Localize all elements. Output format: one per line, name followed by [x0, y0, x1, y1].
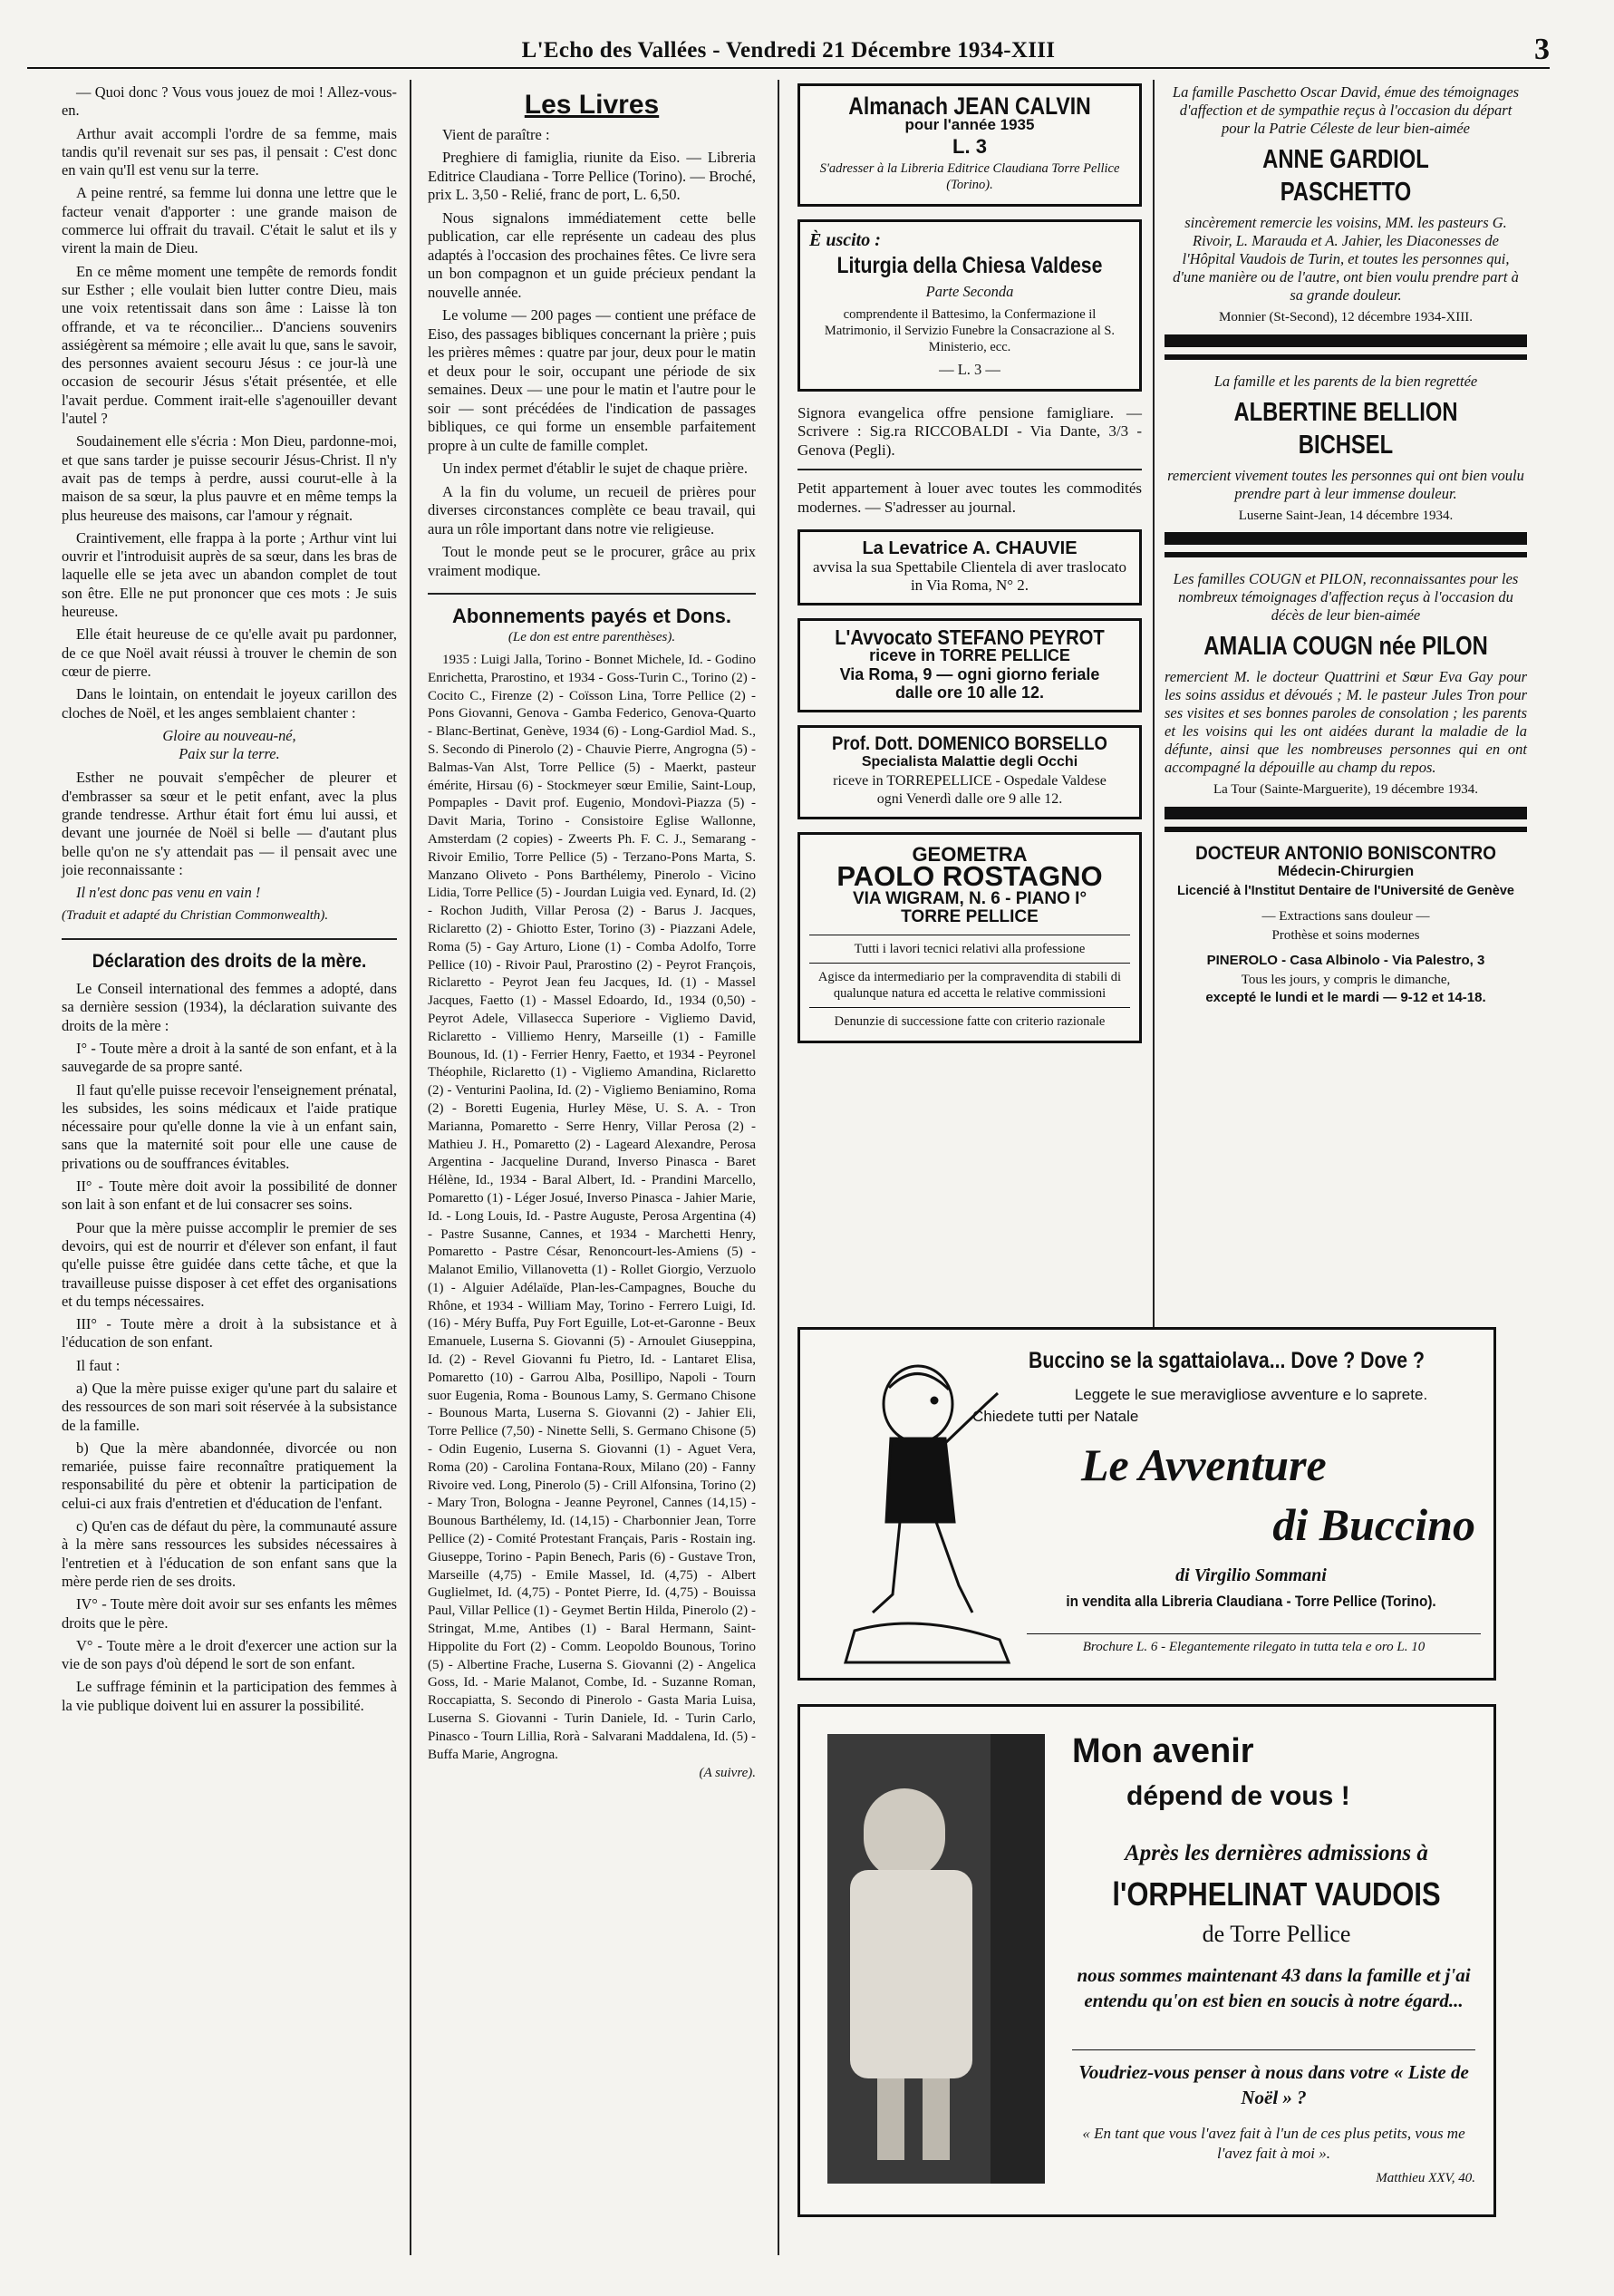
buccino-title-1: Le Avventure — [1081, 1439, 1327, 1490]
column-3 — [797, 83, 1142, 1056]
poem: Gloire au nouveau-né, Paix sur la terre. — [162, 726, 296, 763]
story-paragraph: Esther ne pouvait s'empêcher de pleurer et d'embrasser sa sœur et le petit enfant, avec la plus grande tendresse. Arthur était fort ému lui aussi, et devant une journée de Noël si belle — d'autant plus belle qu'on ne s'y attendait pas — il pensait avec une joie reconnaissante : — [62, 769, 397, 878]
paragraph: Tout le monde peut se le procurer, grâce au prix vraiment modique. — [428, 543, 756, 579]
paragraph: Craintivement, elle frappa à la porte ; Arthur vint lui ouvrir et l'introduisit auprès de sa sœur, dans les bras de laquelle elle se jeta avec un abandon complet de tout son être. Elle ne put prononcer que ces mots : Je suis heureuse. — [62, 528, 397, 621]
section-separator — [428, 593, 756, 595]
black-band — [1165, 334, 1527, 347]
subscriptions-title: Abonnements payés et Dons. — [451, 605, 732, 627]
paragraph: II° - Toute mère doit avoir la possibilité de donner son lait à son enfant et de lui consacrer ses soins. — [62, 1177, 397, 1214]
paragraph: A la fin du volume, un recueil de prières pour diverses circonstances complète ce beau travail, qui aura un rôle important dans notre vie religieuse. — [428, 482, 756, 538]
column-rule — [778, 80, 779, 2255]
column-rule — [410, 80, 411, 2255]
paragraph: IV° - Toute mère doit avoir sur ses enfants les mêmes droits que le père. — [62, 1595, 397, 1632]
ad-almanach-calvin: Almanach JEAN CALVIN pour l'année 1935 L. 3 S'adresser à la Libreria Editrice Claudiana Torre Pellice (Torino). — [797, 83, 1142, 207]
paragraph: Le volume — 200 pages — contient une préface de Eiso, des passages bibliques concernant la prière ; puis les prières mêmes : quatre par jour, deux pour le matin et deux pour le soir, occupant une période de six semaines. Deux — une pour le matin et l'autre pour le soir — sont précédées de l'indication de passages bibliques, ce qui forme un ensemble parfaitement propre à un culte de famille complet. — [428, 306, 756, 454]
child-photo — [827, 1734, 1045, 2184]
page-number: 3 — [1534, 33, 1550, 66]
paragraph: Arthur avait accompli l'ordre de sa femme, mais tandis qu'il revenait sur ses pas, il pensait : C'est donc en vain qu'Il est venu sur la terre. — [62, 124, 397, 179]
paragraph: Nous signalons immédiatement cette belle publication, car elle représente un cadeau des plus adaptés à l'occasion des prochaines fêtes. Ce livre sera un bon compagnon et un guide précieux pendant la nouvelle année. — [428, 208, 756, 301]
ad-avvocato: L'Avvocato STEFANO PEYROT riceve in TORRE PELLICE Via Roma, 9 — ogni giorno feriale dalle ore 10 alle 12. — [797, 618, 1142, 712]
paragraph: V° - Toute mère a le droit d'exercer une action sur la vie de son pays d'où dépend le sort de son enfant. — [62, 1636, 397, 1673]
books-review — [428, 126, 756, 581]
ad-geometra: GEOMETRA PAOLO ROSTAGNO VIA WIGRAM, N. 6 - PIANO I° TORRE PELLICE Tutti i lavori tecnici relativi alla professione Agisce da intermediario per la compravendita di stabili di qualunque natura ed accetta le relative commissioni Denunzie di successione fatte con criterio razionale — [797, 832, 1142, 1043]
paragraph: A peine rentré, sa femme lui donna une lettre que le facteur venait d'apporter : une grande maison de commerce lui offrait du travail. C'était le salut et ils y virent la main de Dieu. — [62, 184, 397, 257]
declaration-body — [62, 980, 397, 1715]
masthead — [27, 27, 1550, 69]
section-separator — [797, 469, 1142, 470]
column-rule — [1153, 80, 1155, 1331]
column-2 — [428, 83, 756, 1783]
section-separator — [62, 938, 397, 940]
deceased-name: ANNE GARDIOL PASCHETTO — [1262, 145, 1429, 207]
books-section-title: Les Livres — [524, 90, 660, 120]
notice-bellion: La famille et les parents de la bien regrettée ALBERTINE BELLION BICHSEL remercient vivement toutes les personnes qui ont bien voulu prendre part à leur immense douleur. Luserne Saint-Jean, 14 décembre 1934. — [1167, 372, 1524, 523]
black-band — [1165, 354, 1527, 360]
paragraph: Un index permet d'établir le sujet de chaque prière. — [442, 460, 748, 477]
black-band — [1165, 827, 1527, 832]
story-paragraph: Il n'est donc pas venu en vain ! — [76, 884, 261, 902]
ad-appartement: Petit appartement à louer avec toutes les commodités modernes. — S'adresser au journal. — [797, 480, 1142, 516]
buccino-title-2: di Buccino — [1272, 1499, 1475, 1550]
deceased-name: ALBERTINE BELLION BICHSEL — [1233, 397, 1458, 460]
subscriptions-subtitle: (Le don est entre parenthèses). — [507, 629, 676, 644]
paragraph: Le Conseil international des femmes a adopté, dans sa dernière session (1934), la déclaration suivante des droits de la mère : — [62, 980, 397, 1034]
subscriptions-list: 1935 : Luigi Jalla, Torino - Bonnet Michele, Id. - Godino Enrichetta, Prarostino, et 1934 - Goss-Turin C., Torino (2) - Cocito C., Firenze (2) - Coïsson Lina, Torre Pellice (2) - Pons Giovanni, Genova - Gamba Federico, Genova-Quarto - Blanc-Bertinat, Genève, 1934 (6) - Long-Gardiol Mad. S., S. Secondo di Pinerolo (2) - Chauvie Pierre, Angrogna (5) - Balmas-Van Alst, Torre Pellice (5) - Maerkt, pasteur émérite, Hirsau (6) - Stockmeyer sœur Emilie, Saint-Loup, Pompaples - Davit prof. Eugenio, Mondovì-Piazza (5) - Davit Maria, Torino - Consistoire Eglise Wallonne, Amsterdam (2 copies) - Zweerts Ph. F. C. J., Semarang - Rivoir Emilio, Torre Pellice (5) - Terzano-Pons Marta, S. Manzano Oliveto - Pons Barthélemy, Pinerolo - Vicino Lidia, Torre Pellice (5) - Jourdan Luigia ved. Eynard, Id. (2) - Rochon Judith, Villar Perosa (2) - Barus J. Jacques, Riclaretto (2) - Ghiotto Ester, Torino (3) - Piazzani Adele, Roma (5) - Gay Arturo, Lione (1) - Comba Adolfo, Torre Pellice (10) - Rivoir Paul, Prarostino (2) - Peyrot François, Riclaretto - Peyrot Jean feu Jacques, Id. (1) - Massel Jacques, Faetto (1) - Massel Edoardo, Id., 1934 (0,50) - Peyrot Adele, Villasecca Superiore - Vigliemo David, Riclaretto - Villiemo Henry, Marseille (1) - Famille Bounous, Id. (1) - Ferrier Henry, Faetto, et 1934 - Peyronel Théophile, Riclaretto (1) - Vigliemo Amandina, Riclaretto (2) - Venturini Paolina, Id. (2) - Vigliemo Beniamino, Roma (2) - Boretti Eugenia, Hurley Mëse, U. S. A. - Tron Marianna, Pomaretto - Serre Henry, Villar Perosa (2) - Mathieu J. H., Pomaretto (2) - Lageard Alexandre, Perosa Argentina - Jacqueline Durand, Inverso Pinasca - Baret Hélène, Id., 1934 - Baral Albert, Id. - Prandini Marcello, Pomaretto (1) - Léger Josué, Inverso Pinasca - Jahier Marie, Id. - Long Louis, Id. - Pastre Auguste, Perosa Argentina (4) - Pastre Susanne, Cannes, et 1934 - Marchetti Henry, Pomaretto - Pastre César, Renoncourt-les-Amiens (5) - Malanot Emilio, Villanovetta (1) - Rollet Giorgio, Verzuolo (1) - Alguier Adélaïde, Plan-les-Campagnes, Bouche du Rhône, et 1934 - William May, Torino - Ferrero Luigi, Id. (16) - Méry Buffa, Puy Fort Eguille, Lot-et-Garonne - Beux Emanuele, Luserna S. Giovanni (5) - Arnoulet Giuseppina, Id. (2) - Revel Giovanni fu Pietro, Id. - Lantaret Elisa, Pomaretto (10) - Garrou Alba, Posillipo, Napoli - Tourn suor Eugenia, Roma - Bounous Lamy, S. Germano Chisone - Bounous Marta, Luserna S. Giovanni (2) - Jahier Eli, Torre Pellice (7,50) - Ninette Selli, S. Germano Chisone (5) - Odin Eugenio, Luserna S. Giovanni (1) - Aguet Vera, Roma (20) - Carolina Fontana-Roux, Milano (20) - Fanny Rivoire ved. Long, Pinerolo (5) - Crill Alfonsina, Torino (2) - Mary Tron, Bologna - Jeanne Peyronel, Cannes (14,15) - Bounous Barthélemy, Id. (14,15) - Charbonnier Jean, Torre Pellice (2) - Comité Protestant Français, Paris - Rostain ing. Giuseppe, Torino - Papin Benech, Paris (6) - Gustave Tron, Marseille (4,75) - Emile Massel, Id. (4,75) - Albert Guglielmet, Id. (4,75) - Pontet Pierre, Id. (4,75) - Bouissa Paul, Villar Pellice (1) - Geymet Bertin Hilda, Pinerolo (2) - Stringat, M.me, Antibes (1) - Baral Hermann, Saint-Hippolite du Fort (2) - Comm. Leopoldo Bounous, Torino (5) - Albertine Frache, Luserna S. Giovanni (2) - Angelica Goss, Id. - Marie Malanot, Combe, Id. - Suzanne Roman, Roccapiatta, S. Secondo di Pinerolo - Gasta Maria Luisa, Luserna S. Giovanni - Turin Daniele, Id. - Turin Carlo, Pinasco - Tourn Lillia, Rorà - Salvarani Maddalena, Id. (5) - Buffa Marie, Angrogna. — [428, 653, 756, 1762]
column-4 — [1165, 83, 1527, 1015]
ad-pensione: Signora evangelica offre pensione famigliare. — Scrivere : Sig.ra RICCOBALDI - Via Dante, 3/3 - Genova (Pegli). — [797, 403, 1142, 459]
christmas-story — [62, 83, 397, 722]
story-credit: (Traduit et adapté du Christian Commonwealth). — [62, 908, 329, 924]
paragraph: Il faut qu'elle puisse recevoir l'enseignement prénatal, les subsides, les soins médicaux et l'aide pratique nécessaire pour qu'elle donne la vie à un enfant sain, sans que la maternité soit pour elle une cause de privations ou de souffrances évitables. — [62, 1080, 397, 1172]
paragraph: Le suffrage féminin et la participation des femmes à la vie publique doivent lui en assurer la possibilité. — [62, 1678, 397, 1714]
ad-docteur-boniscontro: DOCTEUR ANTONIO BONISCONTRO Médecin-Chirurgien Licencié à l'Institut Dentaire de l'Université de Genève — Extractions sans douleur — Prothèse et soins modernes PINEROLO - Casa Albinolo - Via Palestro, 3 Tous les jours, y compris le dimanche, excepté le lundi et le mardi — 9-12 et 14-18. — [1177, 842, 1514, 1005]
column-1 — [62, 83, 397, 1720]
ad-buccino: Buccino se la sgattaiolava... Dove ? Dove ? Leggete le sue meravigliose avventure e lo saprete. Chiedete tutti per Natale Le Avventure di Buccino di Virgilio Sommani in vendita alla Libreria Claudiana - Torre Pellice (Torino). Brochure L. 6 - Elegantemente rilegato in tutta tela e oro L. 10 — [797, 1327, 1496, 1681]
paragraph: — Quoi donc ? Vous vous jouez de moi ! Allez-vous-en. — [62, 83, 397, 120]
ad-liturgia: È uscito : Liturgia della Chiesa Valdese Parte Seconda comprendente il Battesimo, la Confermazione il Matrimonio, il Servizio Funebre la Consacrazione al S. Ministerio, ecc. — L. 3 — — [797, 219, 1142, 392]
ad-levatrice: La Levatrice A. CHAUVIE avvisa la sua Spettabile Clientela di aver traslocato in Via Roma, N° 2. — [797, 529, 1142, 605]
deceased-name: AMALIA COUGN née PILON — [1203, 632, 1488, 661]
paragraph: c) Qu'en cas de défaut du père, la communauté assure à la mère sans ressources les subsides nécessaires à l'entretien et à l'éducation de son enfant sans que la mère perde rien de ses droits. — [62, 1517, 397, 1590]
paragraph: Preghiere di famiglia, riunite da Eiso. — Libreria Editrice Claudiana - Torre Pellice (Torino). — Broché, prix L. 3,50 - Relié, franc de port, L. 6,50. — [428, 149, 756, 203]
paragraph: I° - Toute mère a droit à la santé de son enfant, et à la sauvegarde de sa propre santé. — [62, 1039, 397, 1076]
boy-illustration — [836, 1341, 1018, 1667]
paragraph: Elle était heureuse de ce qu'elle avait pu pardonner, de ce que Noël avait réussi à trouver le chemin de son cœur de pierre. — [62, 625, 397, 680]
paragraph: En ce même moment une tempête de remords fondit sur Esther ; elle voulait bien lutter contre Dieu, mais une voix retentissait dans son âme : Laisse là ton offrande, et va te réconcilier... D'anciens souvenirs assiégèrent sa mémoire ; elle avait lu que, sans le savoir, des personnes avaient secouru Jésus : ce jour-là une occasion de secourir Jésus s'était présentée, et elle l'avait perdue. Comment irait-elle s'agenouiller devant l'autel ? — [62, 262, 397, 428]
paragraph: Il faut : — [76, 1356, 121, 1374]
black-band — [1165, 532, 1527, 545]
paragraph: b) Que la mère abandonnée, divorcée ou non remariée, puisse faire reconnaître pratiquement la responsabilité du père et obtenir la participation de celui-ci aux frais d'entretien et d'éducation de l'enfant. — [62, 1439, 397, 1512]
paragraph: a) Que la mère puisse exiger qu'une part du salaire et des ressources de son mari soit réservée à la subsistance de la famille. — [62, 1380, 397, 1434]
notice-cougn: Les familles COUGN et PILON, reconnaissantes pour les nombreux témoignages d'affection reçus à l'occasion du décès de leur bien-aimée AMALIA COUGN née PILON remercient M. le docteur Quattrini et Sœur Eva Gay pour les soins assidus et dévoués ; M. le pasteur Jules Tron pour ses visites et ses bonnes paroles de consolation ; les parents et les voisins qui les ont aidées durant la maladie de la défunte, ainsi que les nombreuses personnes qui en ont accompagné la dépouille au champ du repos. La Tour (Sainte-Marguerite), 19 décembre 1934. — [1165, 570, 1527, 797]
paragraph: Dans le lointain, on entendait le joyeux carillon des cloches de Noël, et les anges semblaient chanter : — [62, 685, 397, 722]
notice-paschetto: La famille Paschetto Oscar David, émue des témoignages d'affection et de sympathie reçus à l'occasion du départ pour la Patrie Céleste de leur bien-aimée ANNE GARDIOL PASCHETTO sincèrement remercie les voisins, MM. les pasteurs G. Rivoir, L. Marauda et A. Jahier, les Diaconesses de l'Hôpital Vaudois de Turin, et toutes les personnes qui, d'une manière ou de l'autre, ont bien voulu prendre part à sa grande douleur. Monnier (St-Second), 12 décembre 1934-XIII. — [1172, 83, 1520, 325]
declaration-title: Déclaration des droits de la mère. — [92, 950, 367, 972]
to-be-continued: (A suivre). — [699, 1766, 756, 1781]
black-band — [1165, 807, 1527, 819]
paragraph: Vient de paraître : — [442, 125, 550, 143]
paragraph: Soudainement elle s'écria : Mon Dieu, pardonne-moi, et que sans tarder je puisse secourir Jésus-Christ. Il n'y avait pas de temps à perdre, aussi courut-elle à la maison de sa sœur, la plus pauvre et en même temps la plus heureuse des maisons, car l'amour y régnait. — [62, 432, 397, 524]
paragraph: III° - Toute mère a droit à la subsistance et à l'éducation de son enfant. — [62, 1315, 397, 1351]
black-band — [1165, 552, 1527, 557]
ad-borsello: Prof. Dott. DOMENICO BORSELLO Specialista Malattie degli Occhi riceve in TORREPELLICE - Ospedale Valdese ogni Venerdì dalle ore 9 alle 12. — [797, 725, 1142, 819]
paragraph: Pour que la mère puisse accomplir le premier de ses devoirs, qui est de nourrir et d'élever son enfant, il faut qu'elle puisse être guidée dans cette tâche, et que la travailleuse puisse disposer à cet effet des organisations et du temps nécessaires. — [62, 1218, 397, 1310]
ad-orphelinat: Mon avenir dépend de vous ! Après les dernières admissions à l'ORPHELINAT VAUDOIS de Torre Pellice nous sommes maintenant 43 dans la famille et j'ai entendu qu'on est bien en soucis à notre égard... Voudriez-vous penser à nous dans votre « Liste de Noël » ? « En tant que vous l'avez fait à l'un de ces plus petits, vous me l'avez fait à moi ». Matthieu XXV, 40. — [797, 1704, 1496, 2217]
page-header-title: L'Echo des Vallées - Vendredi 21 Décembre 1934-XIII — [521, 38, 1056, 63]
